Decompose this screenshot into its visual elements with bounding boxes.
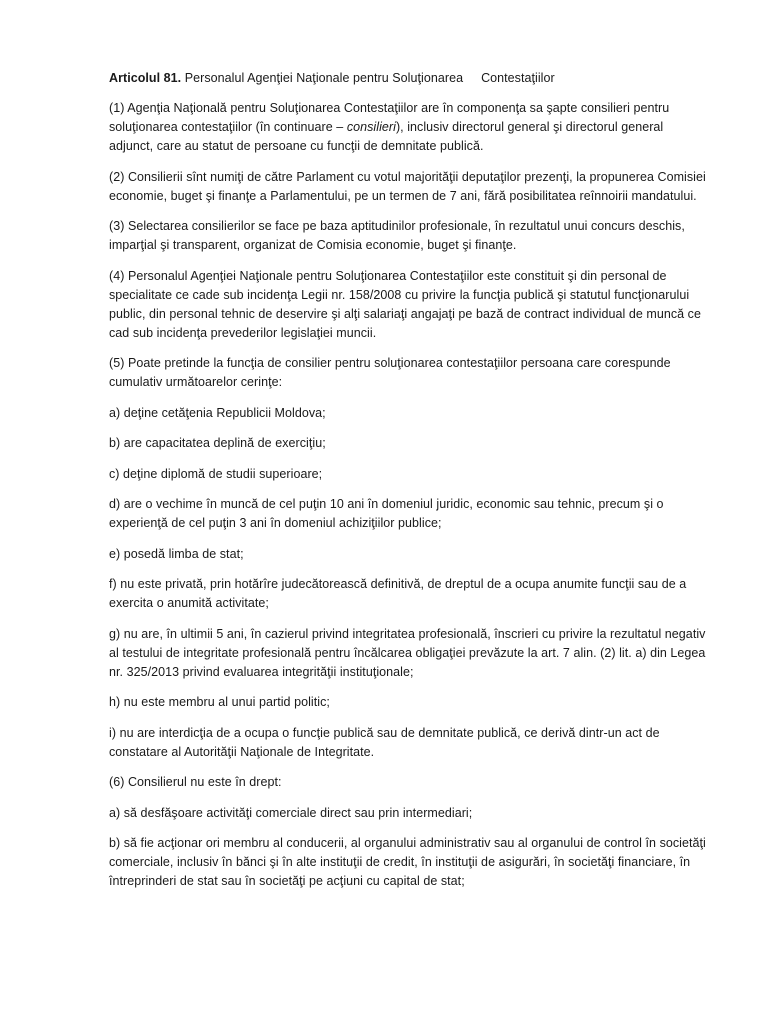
paragraph-5: (5) Poate pretinde la funcţia de consilier pentru soluţionarea contestaţiilor persoana care corespunde cumulativ următoarelor cerinţe: [109,356,671,389]
list-item-f: f) nu este privată, prin hotărîre judecătorească definitivă, de dreptul de a ocupa anumite funcţii sau de a exercita o anumită activitate; [109,577,687,610]
italic-term: consilieri [346,120,396,134]
list-item-e: e) posedă limba de stat; [109,546,244,561]
paragraph-1: (1) Agenţia Naţională pentru Soluţionarea Contestaţiilor are în componenţa sa şapte consilieri pentru soluţionarea contestaţiilor (în continuare – consilieri), inclusiv directorul general şi directorul general adjunct, care au statut de persoane cu funcţii de demnitate publică. [109,101,670,153]
article-heading [109,69,708,88]
paragraph-6: (6) Consilierul nu este în drept: [109,775,282,789]
list-item-i: i) nu are interdicţia de a ocupa o funcţie publică sau de demnitate publică, ce derivă dintr-un act de constatare al Autorităţii Naţionale de Integritate. [109,725,660,759]
article-title-tail: Contestaţiilor [481,71,555,85]
paragraph-3: (3) Selectarea consilierilor se face pe baza aptitudinilor profesionale, în rezultatul unui concurs deschis, imparţial şi transparent, organizat de Comisia economie, buget şi finanţe. [109,219,685,252]
list-item-c: c) deţine diplomă de studii superioare; [109,466,323,481]
list-item-h: h) nu este membru al unui partid politic; [109,695,330,709]
article-title: Personalul Agenţiei Naţionale pentru Soluţionarea [184,71,464,85]
list-item-b: b) are capacitatea deplină de exerciţiu; [109,436,326,450]
list-item-6b: b) să fie acţionar ori membru al conducerii, al organului administrativ sau al organului de control în societăţi comerciale, inclusiv în bănci şi în alte instituţii de credit, în instituţii de asigurări, în societăţi financiare, în întreprinderi de stat sau în societăţi pe acţiuni cu capital de stat; [109,836,706,888]
paragraph-4: (4) Personalul Agenţiei Naţionale pentru Soluţionarea Contestaţiilor este constituit şi din personal de specialitate ce cade sub incidenţa Legii nr. 158/2008 cu privire la funcţia publică şi statutul funcţionarului public, din personal tehnic de deservire şi alţi salariaţi angajaţi pe bază de contract individual de muncă ce cad sub incidenţa prevederilor legislaţiei muncii. [109,268,701,340]
list-item-6a: a) să desfăşoare activităţi comerciale direct sau prin intermediari; [109,805,473,820]
paragraph-2: (2) Consilierii sînt numiţi de către Parlament cu votul majorităţii deputaţilor prezenţi, la propunerea Comisiei economie, buget şi finanţe a Parlamentului, pe un termen de 7 ani, fără posibilitatea reînnoirii mandatului. [109,169,706,203]
list-item-d: d) are o vechime în muncă de cel puţin 10 ani în domeniul juridic, economic sau tehnic, precum şi o experienţă de cel puţin 3 ani în domeniul achiziţiilor publice; [109,497,664,530]
article-number: Articolul 81. [109,71,182,85]
list-item-a: a) deţine cetăţenia Republicii Moldova; [109,405,326,420]
list-item-g: g) nu are, în ultimii 5 ani, în cazierul privind integritatea profesională, înscrieri cu privire la rezultatul negativ al testului de integritate profesională pentru încălcarea obligaţiei prevăzute la art. 7 alin. (2) lit. a) din Legea nr. 325/2013 privind evaluarea integrităţii instituţionale; [109,626,706,679]
